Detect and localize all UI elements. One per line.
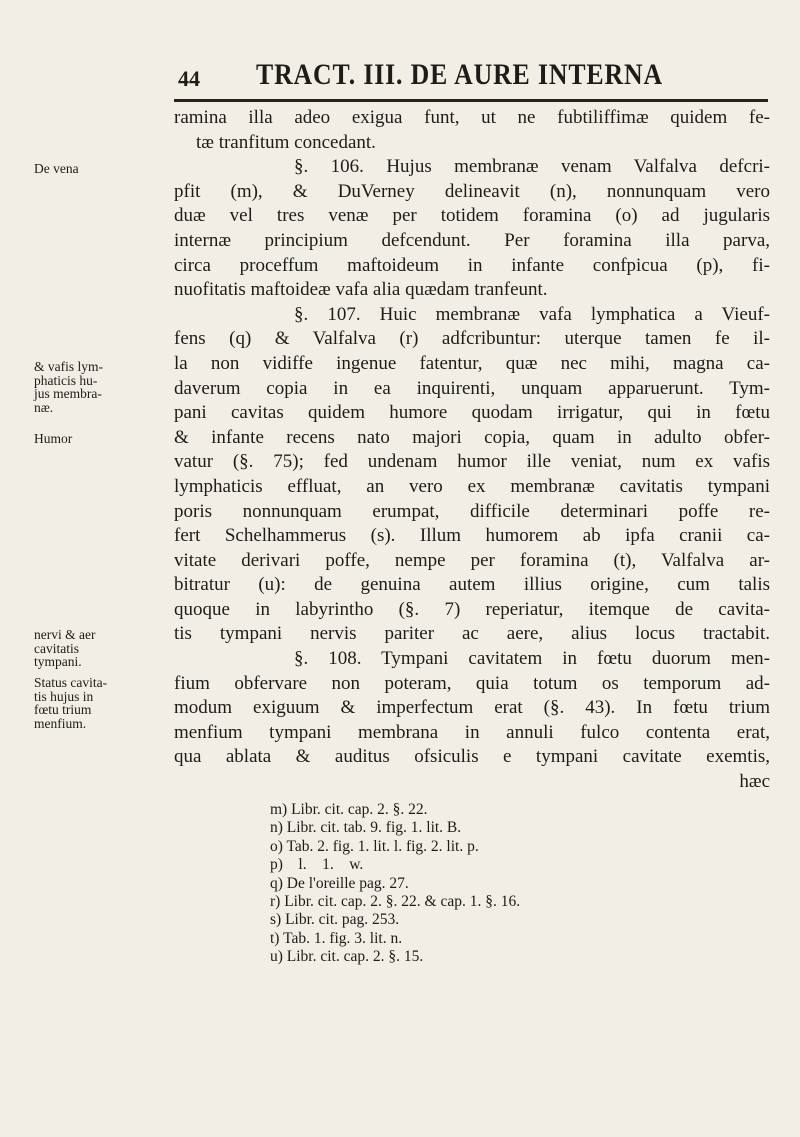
footnote: n) Libr. cit. tab. 9. fig. 1. lit. B.	[270, 819, 462, 837]
margin-note-de-vena	[34, 162, 169, 176]
margin-note-line: fœtu trium	[34, 702, 92, 717]
text-line: qua ablata & auditus ofsiculis e tympani cavitate exemtis,	[174, 746, 770, 768]
text-line: daverum copia in ea inquirenti, unquam apparuerunt. Tym-	[174, 377, 770, 399]
footnote: u) Libr. cit. cap. 2. §. 15.	[270, 948, 424, 966]
text-line: duæ vel tres venæ per totidem foramina (o) ad jugularis	[174, 205, 770, 227]
footnote: p) l. 1. w.	[270, 856, 364, 874]
main-text	[174, 106, 770, 795]
margin-note-vasis-lymphaticis	[34, 360, 169, 414]
text-line: fens (q) & Valfalva (r) adfcribuntur: uterque tamen fe il-	[174, 328, 770, 350]
text-line: circa proceffum maftoideum in infante confpicua (p), fi-	[174, 254, 770, 276]
page-number: 44	[178, 66, 200, 91]
text-line: & infante recens nato majori copia, quam in adulto obfer-	[174, 426, 770, 448]
text-line: fert Schelhammerus (s). Illum humorem ab ipfa cranii ca-	[174, 525, 770, 547]
text-line: ramina illa adeo exigua funt, ut ne fubtiliffimæ quidem fe-	[174, 107, 770, 128]
margin-note-line: Humor	[34, 431, 73, 446]
margin-note-line: menfium.	[34, 715, 87, 731]
footnote: q) De l'oreille pag. 27.	[270, 874, 409, 892]
footnote: m) Libr. cit. cap. 2. §. 22.	[270, 801, 428, 818]
text-line: pfit (m), & DuVerney delineavit (n), nonnunquam vero	[174, 180, 770, 202]
margin-note-line: jus membra-	[34, 386, 102, 401]
margin-note-line: tis hujus in	[34, 688, 94, 704]
text-line: vatur (§. 75); fed undenam humor ille veniat, num ex vafis	[174, 451, 770, 473]
text-line: pani cavitas quidem humore quodam irrigatur, qui in fœtu	[174, 402, 770, 424]
text-line: §. 108. Tympani cavitatem in fœtu duorum men-	[294, 648, 770, 670]
running-title: TRACT. III. DE AURE INTERNA	[256, 58, 663, 91]
text-line: bitratur (u): de genuina autem illius origine, cum talis	[174, 574, 770, 596]
text-line: internæ principium defcendunt. Per foramina illa parva,	[174, 229, 770, 251]
footnotes	[270, 801, 690, 967]
text-line: vitate derivari poffe, nempe per foramina (t), Valfalva ar-	[174, 549, 770, 571]
header-rule	[174, 99, 768, 102]
text-line: nuofitatis maftoideæ vafa alia quædam tranfeunt.	[174, 279, 548, 301]
text-line: tæ tranfitum concedant.	[196, 131, 376, 153]
margin-note-humor	[34, 432, 169, 446]
text-line: tis tympani nervis pariter ac aere, alius locus tractabit.	[174, 623, 770, 645]
text-line: lymphaticis effluat, an vero ex membranæ cavitatis tympani	[174, 475, 770, 497]
margin-note-line: Status cavita-	[34, 675, 108, 690]
margin-note-line: tympani.	[34, 654, 82, 669]
footnote: t) Tab. 1. fig. 3. lit. n.	[270, 929, 403, 947]
footnote: s) Libr. cit. pag. 253.	[270, 911, 400, 929]
margin-note-line: phaticis hu-	[34, 372, 98, 388]
text-line: fium obfervare non poteram, quia totum os temporum ad-	[174, 672, 770, 694]
margin-note-nervi	[34, 628, 169, 669]
text-line: modum exiguum & imperfectum erat (§. 43). In fœtu trium	[174, 697, 770, 719]
text-line: §. 106. Hujus membranæ venam Valfalva defcri-	[294, 156, 770, 178]
text-line: quoque in labyrintho (§. 7) reperiatur, itemque de cavita-	[174, 598, 770, 620]
margin-note-line: De vena	[34, 161, 79, 176]
margin-note-line: & vafis lym-	[34, 359, 103, 374]
page-header	[0, 58, 800, 94]
text-line: §. 107. Huic membranæ vafa lymphatica a Vieuf-	[294, 303, 770, 325]
text-line: menfium tympani membrana in annuli fulco contenta erat,	[174, 721, 770, 743]
margin-note-status-cavitatis	[34, 676, 169, 730]
footnote: o) Tab. 2. fig. 1. lit. l. fig. 2. lit. p.	[270, 837, 479, 855]
footnote: r) Libr. cit. cap. 2. §. 22. & cap. 1. §. 16.	[270, 892, 521, 910]
text-line: poris nonnunquam erumpat, difficile determinari poffe re-	[174, 500, 770, 522]
catchword: hæc	[739, 771, 770, 793]
margin-note-line: nervi & aer	[34, 627, 96, 642]
text-line: la non vidiffe ingenue fatentur, quæ nec mihi, magna ca-	[174, 352, 770, 374]
margin-note-line: cavitatis	[34, 640, 79, 656]
margin-note-line: næ.	[34, 399, 54, 415]
